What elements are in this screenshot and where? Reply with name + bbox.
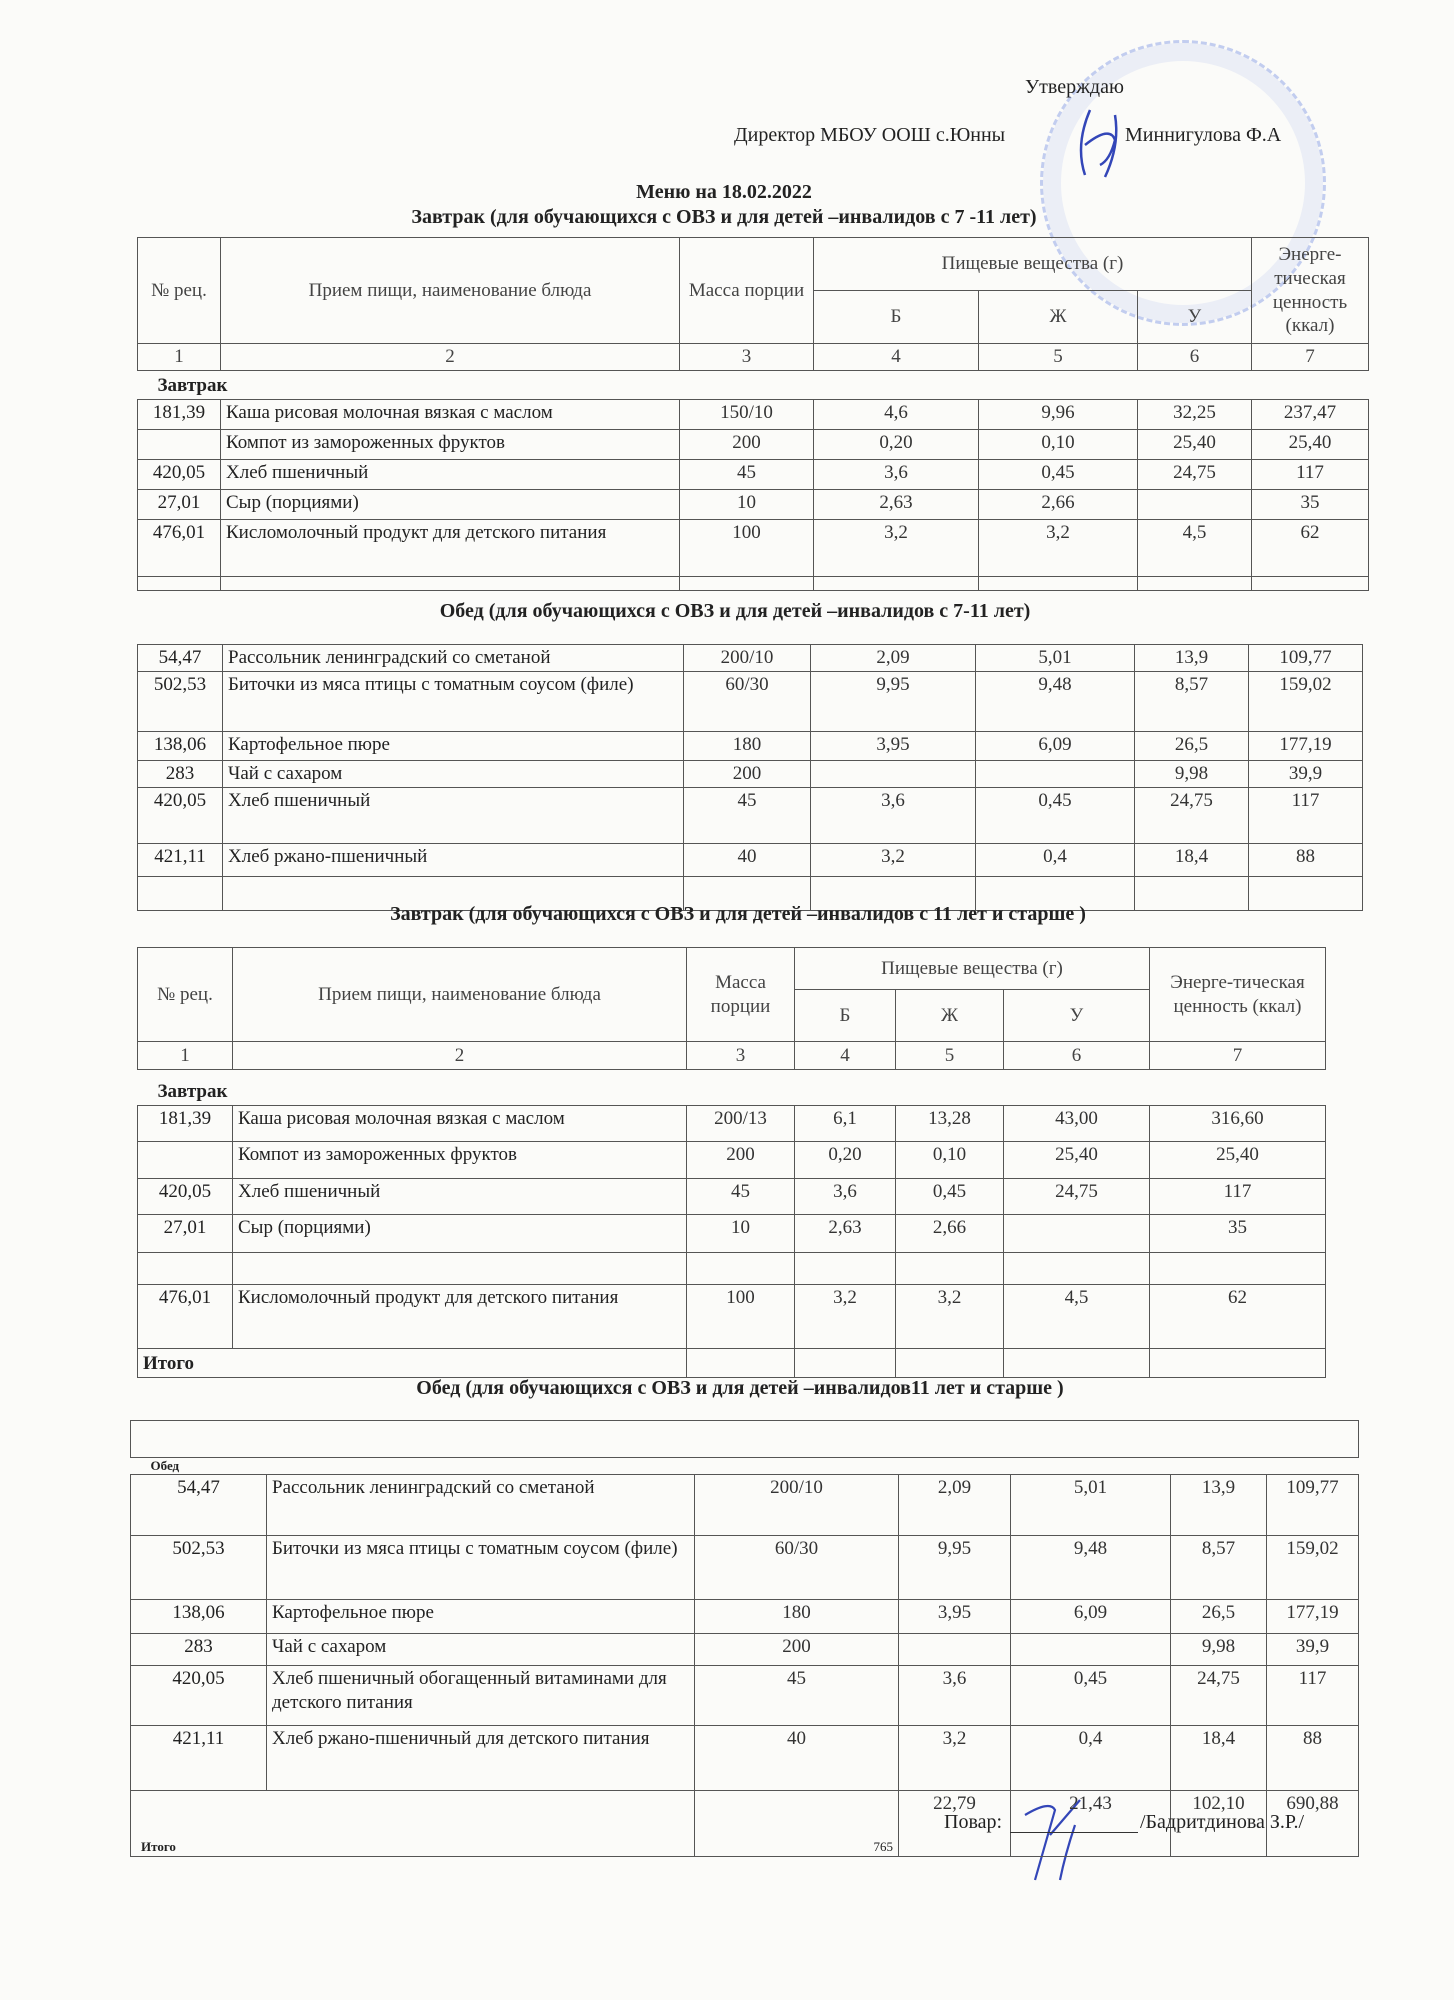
carbs	[1004, 1253, 1150, 1285]
dish-name: Каша рисовая молочная вязкая с маслом	[221, 399, 680, 429]
blank-cell	[131, 1421, 1359, 1458]
table-row	[138, 1215, 1326, 1253]
table-row	[138, 761, 1363, 788]
carbs: 43,00	[1004, 1106, 1150, 1142]
energy: 316,60	[1150, 1106, 1326, 1142]
protein: 9,95	[811, 672, 976, 732]
column-number: 3	[680, 344, 814, 371]
dish-name: Компот из замороженных фруктов	[233, 1142, 687, 1179]
dish-name: Компот из замороженных фруктов	[221, 429, 680, 459]
protein: 2,63	[814, 489, 979, 519]
protein: 3,2	[795, 1285, 896, 1349]
column-number: 1	[138, 344, 221, 371]
column-number: 6	[1004, 1042, 1150, 1070]
protein: 9,95	[899, 1536, 1011, 1600]
dish-name: Каша рисовая молочная вязкая с маслом	[233, 1106, 687, 1142]
table4-title: Обед (для обучающихся с ОВЗ и для детей –инвалидов11 лет и старше )	[416, 1377, 1064, 1399]
recipe-number: 54,47	[138, 645, 223, 672]
recipe-number	[138, 576, 221, 590]
fat	[979, 576, 1138, 590]
carbs: 9,98	[1135, 761, 1249, 788]
table-row	[138, 576, 1369, 590]
table3-title: Завтрак (для обучающихся с ОВЗ и для детей –инвалидов с 11 лет и старше )	[390, 903, 1086, 925]
breakfast-7-11-table	[137, 237, 1369, 591]
table-row	[131, 1600, 1359, 1634]
energy	[1150, 1253, 1326, 1285]
lunch-11plus-table	[130, 1420, 1359, 1857]
energy	[1249, 876, 1363, 910]
dish-name: Чай с сахаром	[223, 761, 684, 788]
table-row	[138, 787, 1363, 843]
portion-mass: 100	[680, 519, 814, 576]
breakfast-11plus-table	[137, 947, 1326, 1378]
fat: 0,4	[976, 843, 1135, 876]
dish-name: Хлеб ржано-пшеничный для детского питания	[267, 1726, 695, 1791]
portion-mass: 200/10	[695, 1475, 899, 1536]
fat: 2,66	[896, 1215, 1004, 1253]
carbs: 25,40	[1004, 1142, 1150, 1179]
carbs: 32,25	[1138, 399, 1252, 429]
table2-title: Обед (для обучающихся с ОВЗ и для детей –инвалидов с 7-11 лет)	[439, 600, 1031, 622]
total-carbs: 102,10	[1171, 1791, 1267, 1857]
energy: 109,77	[1267, 1475, 1359, 1536]
portion-mass: 60/30	[684, 672, 811, 732]
table-row	[138, 1142, 1326, 1179]
dish-name: Сыр (порциями)	[221, 489, 680, 519]
dish-name: Сыр (порциями)	[233, 1215, 687, 1253]
menu-title: Меню на 18.02.2022	[636, 181, 812, 203]
total-mass: 765	[695, 1791, 899, 1857]
fat: 0,45	[976, 787, 1135, 843]
total-protein: 22,79	[899, 1791, 1011, 1857]
cook-signature-line	[1010, 1832, 1138, 1833]
column-number: 2	[233, 1042, 687, 1070]
recipe-number	[138, 876, 223, 910]
dish-name: Биточки из мяса птицы с томатным соусом (филе)	[267, 1536, 695, 1600]
energy: 39,9	[1267, 1634, 1359, 1666]
total-label: Итого	[138, 1349, 687, 1378]
total-cell	[795, 1349, 896, 1378]
dish-name: Хлеб пшеничный	[233, 1179, 687, 1215]
header-energy: Энерге-тическая ценность (ккал)	[1252, 238, 1369, 344]
energy: 88	[1249, 843, 1363, 876]
energy: 177,19	[1249, 732, 1363, 761]
recipe-number: 54,47	[131, 1475, 267, 1536]
fat: 0,4	[1011, 1726, 1171, 1791]
carbs: 8,57	[1171, 1536, 1267, 1600]
fat: 9,96	[979, 399, 1138, 429]
energy: 35	[1150, 1215, 1326, 1253]
carbs: 18,4	[1135, 843, 1249, 876]
recipe-number: 421,11	[131, 1726, 267, 1791]
dish-name: Хлеб ржано-пшеничный	[223, 843, 684, 876]
carbs: 26,5	[1171, 1600, 1267, 1634]
energy: 25,40	[1150, 1142, 1326, 1179]
table-row	[131, 1536, 1359, 1600]
carbs: 24,75	[1135, 787, 1249, 843]
header-row	[138, 948, 1326, 990]
header-carbs: У	[1138, 291, 1252, 344]
portion-mass: 200	[684, 761, 811, 788]
energy: 159,02	[1267, 1536, 1359, 1600]
header-nutrients: Пищевые вещества (г)	[814, 238, 1252, 291]
recipe-number: 138,06	[138, 732, 223, 761]
dish-name: Хлеб пшеничный	[223, 787, 684, 843]
column-number: 4	[795, 1042, 896, 1070]
header-recipe-number: № рец.	[138, 948, 233, 1042]
table-row	[138, 429, 1369, 459]
dish-name: Кисломолочный продукт для детского питания	[221, 519, 680, 576]
column-number: 2	[221, 344, 680, 371]
header-carbs: У	[1004, 990, 1150, 1042]
protein: 2,09	[899, 1475, 1011, 1536]
total-fat: 21,43	[1011, 1791, 1171, 1857]
carbs: 8,57	[1135, 672, 1249, 732]
recipe-number: 502,53	[138, 672, 223, 732]
protein: 6,1	[795, 1106, 896, 1142]
fat: 0,10	[979, 429, 1138, 459]
column-number: 3	[687, 1042, 795, 1070]
dish-name	[233, 1253, 687, 1285]
table-row	[131, 1634, 1359, 1666]
recipe-number: 420,05	[138, 787, 223, 843]
fat: 9,48	[1011, 1536, 1171, 1600]
protein: 3,6	[814, 459, 979, 489]
recipe-number: 420,05	[131, 1666, 267, 1726]
carbs	[1135, 876, 1249, 910]
portion-mass: 200/13	[687, 1106, 795, 1142]
dish-name: Картофельное пюре	[223, 732, 684, 761]
column-number: 7	[1252, 344, 1369, 371]
energy: 117	[1150, 1179, 1326, 1215]
recipe-number: 181,39	[138, 1106, 233, 1142]
portion-mass: 200	[680, 429, 814, 459]
carbs: 13,9	[1135, 645, 1249, 672]
header-fat: Ж	[979, 291, 1138, 344]
portion-mass	[687, 1253, 795, 1285]
table-row	[138, 399, 1369, 429]
energy: 159,02	[1249, 672, 1363, 732]
protein: 3,2	[899, 1726, 1011, 1791]
protein: 3,6	[811, 787, 976, 843]
total-label: Итого	[131, 1791, 695, 1857]
section-row	[138, 1070, 1326, 1106]
fat	[896, 1253, 1004, 1285]
cook-name: /Бадритдинова З.Р./	[1140, 1811, 1305, 1833]
section-row	[131, 1458, 1359, 1475]
table-row	[138, 519, 1369, 576]
lunch-7-11-table	[137, 644, 1363, 911]
table-row	[138, 645, 1363, 672]
energy: 109,77	[1249, 645, 1363, 672]
energy: 237,47	[1252, 399, 1369, 429]
header-dish-name: Прием пищи, наименование блюда	[221, 238, 680, 344]
portion-mass: 45	[684, 787, 811, 843]
dish-name: Рассольник ленинградский со сметаной	[267, 1475, 695, 1536]
portion-mass: 10	[680, 489, 814, 519]
protein	[811, 761, 976, 788]
recipe-number: 138,06	[131, 1600, 267, 1634]
protein	[814, 576, 979, 590]
fat: 3,2	[979, 519, 1138, 576]
header-energy: Энерге-тическая ценность (ккал)	[1150, 948, 1326, 1042]
column-number: 6	[1138, 344, 1252, 371]
table-row	[138, 843, 1363, 876]
column-number: 5	[979, 344, 1138, 371]
recipe-number: 283	[138, 761, 223, 788]
carbs: 4,5	[1138, 519, 1252, 576]
carbs: 25,40	[1138, 429, 1252, 459]
fat: 3,2	[896, 1285, 1004, 1349]
fat	[1011, 1634, 1171, 1666]
table-row	[138, 732, 1363, 761]
column-number: 5	[896, 1042, 1004, 1070]
recipe-number: 476,01	[138, 1285, 233, 1349]
carbs: 9,98	[1171, 1634, 1267, 1666]
protein: 3,2	[811, 843, 976, 876]
carbs	[1004, 1215, 1150, 1253]
portion-mass	[680, 576, 814, 590]
portion-mass: 180	[695, 1600, 899, 1634]
section-row	[138, 370, 1369, 399]
total-cell	[687, 1349, 795, 1378]
column-number: 4	[814, 344, 979, 371]
portion-mass: 60/30	[695, 1536, 899, 1600]
portion-mass: 100	[687, 1285, 795, 1349]
approve-label: Утверждаю	[1025, 76, 1124, 98]
dish-name	[221, 576, 680, 590]
dish-name: Картофельное пюре	[267, 1600, 695, 1634]
energy: 62	[1150, 1285, 1326, 1349]
column-number-row	[138, 1042, 1326, 1070]
dish-name: Рассольник ленинградский со сметаной	[223, 645, 684, 672]
fat: 5,01	[1011, 1475, 1171, 1536]
cook-label: Повар:	[944, 1811, 1003, 1833]
protein: 2,09	[811, 645, 976, 672]
energy: 117	[1267, 1666, 1359, 1726]
recipe-number: 27,01	[138, 1215, 233, 1253]
blank-row	[131, 1421, 1359, 1458]
portion-mass: 40	[695, 1726, 899, 1791]
recipe-number: 420,05	[138, 459, 221, 489]
recipe-number	[138, 1253, 233, 1285]
table-row	[131, 1475, 1359, 1536]
fat: 0,10	[896, 1142, 1004, 1179]
portion-mass: 200/10	[684, 645, 811, 672]
table-row	[138, 672, 1363, 732]
carbs: 24,75	[1138, 459, 1252, 489]
energy: 35	[1252, 489, 1369, 519]
total-row	[138, 1349, 1326, 1378]
carbs	[1138, 489, 1252, 519]
fat: 0,45	[979, 459, 1138, 489]
portion-mass: 45	[687, 1179, 795, 1215]
fat: 0,45	[896, 1179, 1004, 1215]
header-row	[138, 238, 1369, 291]
header-dish-name: Прием пищи, наименование блюда	[233, 948, 687, 1042]
table1-title: Завтрак (для обучающихся с ОВЗ и для детей –инвалидов с 7 -11 лет)	[411, 206, 1037, 228]
energy: 88	[1267, 1726, 1359, 1791]
protein: 3,2	[814, 519, 979, 576]
energy: 117	[1249, 787, 1363, 843]
total-cell	[1150, 1349, 1326, 1378]
protein: 0,20	[795, 1142, 896, 1179]
header-portion-mass: Масса порции	[680, 238, 814, 344]
recipe-number: 421,11	[138, 843, 223, 876]
total-cell	[1004, 1349, 1150, 1378]
recipe-number: 420,05	[138, 1179, 233, 1215]
protein: 3,95	[899, 1600, 1011, 1634]
fat: 0,45	[1011, 1666, 1171, 1726]
recipe-number	[138, 429, 221, 459]
dish-name: Кисломолочный продукт для детского питания	[233, 1285, 687, 1349]
table-row	[138, 1285, 1326, 1349]
protein	[899, 1634, 1011, 1666]
portion-mass: 150/10	[680, 399, 814, 429]
carbs: 24,75	[1171, 1666, 1267, 1726]
dish-name: Чай с сахаром	[267, 1634, 695, 1666]
carbs: 13,9	[1171, 1475, 1267, 1536]
fat: 6,09	[1011, 1600, 1171, 1634]
column-number: 7	[1150, 1042, 1326, 1070]
fat: 5,01	[976, 645, 1135, 672]
header-fat: Ж	[896, 990, 1004, 1042]
column-number: 1	[138, 1042, 233, 1070]
energy: 39,9	[1249, 761, 1363, 788]
header-portion-mass: Масса порции	[687, 948, 795, 1042]
protein: 3,6	[899, 1666, 1011, 1726]
dish-name: Хлеб пшеничный	[221, 459, 680, 489]
carbs	[1138, 576, 1252, 590]
protein: 0,20	[814, 429, 979, 459]
carbs: 24,75	[1004, 1179, 1150, 1215]
energy: 177,19	[1267, 1600, 1359, 1634]
energy: 117	[1252, 459, 1369, 489]
fat: 6,09	[976, 732, 1135, 761]
recipe-number: 502,53	[131, 1536, 267, 1600]
portion-mass: 45	[695, 1666, 899, 1726]
protein: 3,95	[811, 732, 976, 761]
recipe-number: 181,39	[138, 399, 221, 429]
portion-mass: 180	[684, 732, 811, 761]
total-cell	[896, 1349, 1004, 1378]
table-row	[131, 1666, 1359, 1726]
recipe-number	[138, 1142, 233, 1179]
table-row	[138, 1106, 1326, 1142]
energy: 25,40	[1252, 429, 1369, 459]
table-row	[138, 1179, 1326, 1215]
carbs: 26,5	[1135, 732, 1249, 761]
fat: 9,48	[976, 672, 1135, 732]
column-number-row	[138, 344, 1369, 371]
dish-name: Хлеб пшеничный обогащенный витаминами для детского питания	[267, 1666, 695, 1726]
table-row	[131, 1726, 1359, 1791]
section-label: Завтрак	[138, 1070, 1326, 1106]
section-label: Обед	[131, 1458, 1359, 1475]
section-label: Завтрак	[138, 370, 1369, 399]
fat: 13,28	[896, 1106, 1004, 1142]
portion-mass: 200	[687, 1142, 795, 1179]
recipe-number: 27,01	[138, 489, 221, 519]
recipe-number: 476,01	[138, 519, 221, 576]
table-row	[138, 489, 1369, 519]
protein: 2,63	[795, 1215, 896, 1253]
header-protein: Б	[795, 990, 896, 1042]
director-line: Директор МБОУ ООШ с.Юнны	[734, 124, 1006, 146]
protein: 4,6	[814, 399, 979, 429]
energy	[1252, 576, 1369, 590]
protein	[795, 1253, 896, 1285]
portion-mass: 45	[680, 459, 814, 489]
portion-mass: 200	[695, 1634, 899, 1666]
director-name: Миннигулова Ф.А	[1125, 124, 1282, 146]
portion-mass: 40	[684, 843, 811, 876]
carbs: 18,4	[1171, 1726, 1267, 1791]
fat: 2,66	[979, 489, 1138, 519]
header-protein: Б	[814, 291, 979, 344]
total-energy: 690,88	[1267, 1791, 1359, 1857]
recipe-number: 283	[131, 1634, 267, 1666]
table-row	[138, 1253, 1326, 1285]
header-recipe-number: № рец.	[138, 238, 221, 344]
table-row	[138, 459, 1369, 489]
portion-mass: 10	[687, 1215, 795, 1253]
dish-name: Биточки из мяса птицы с томатным соусом (филе)	[223, 672, 684, 732]
header-nutrients: Пищевые вещества (г)	[795, 948, 1150, 990]
fat	[976, 761, 1135, 788]
protein: 3,6	[795, 1179, 896, 1215]
carbs: 4,5	[1004, 1285, 1150, 1349]
energy: 62	[1252, 519, 1369, 576]
